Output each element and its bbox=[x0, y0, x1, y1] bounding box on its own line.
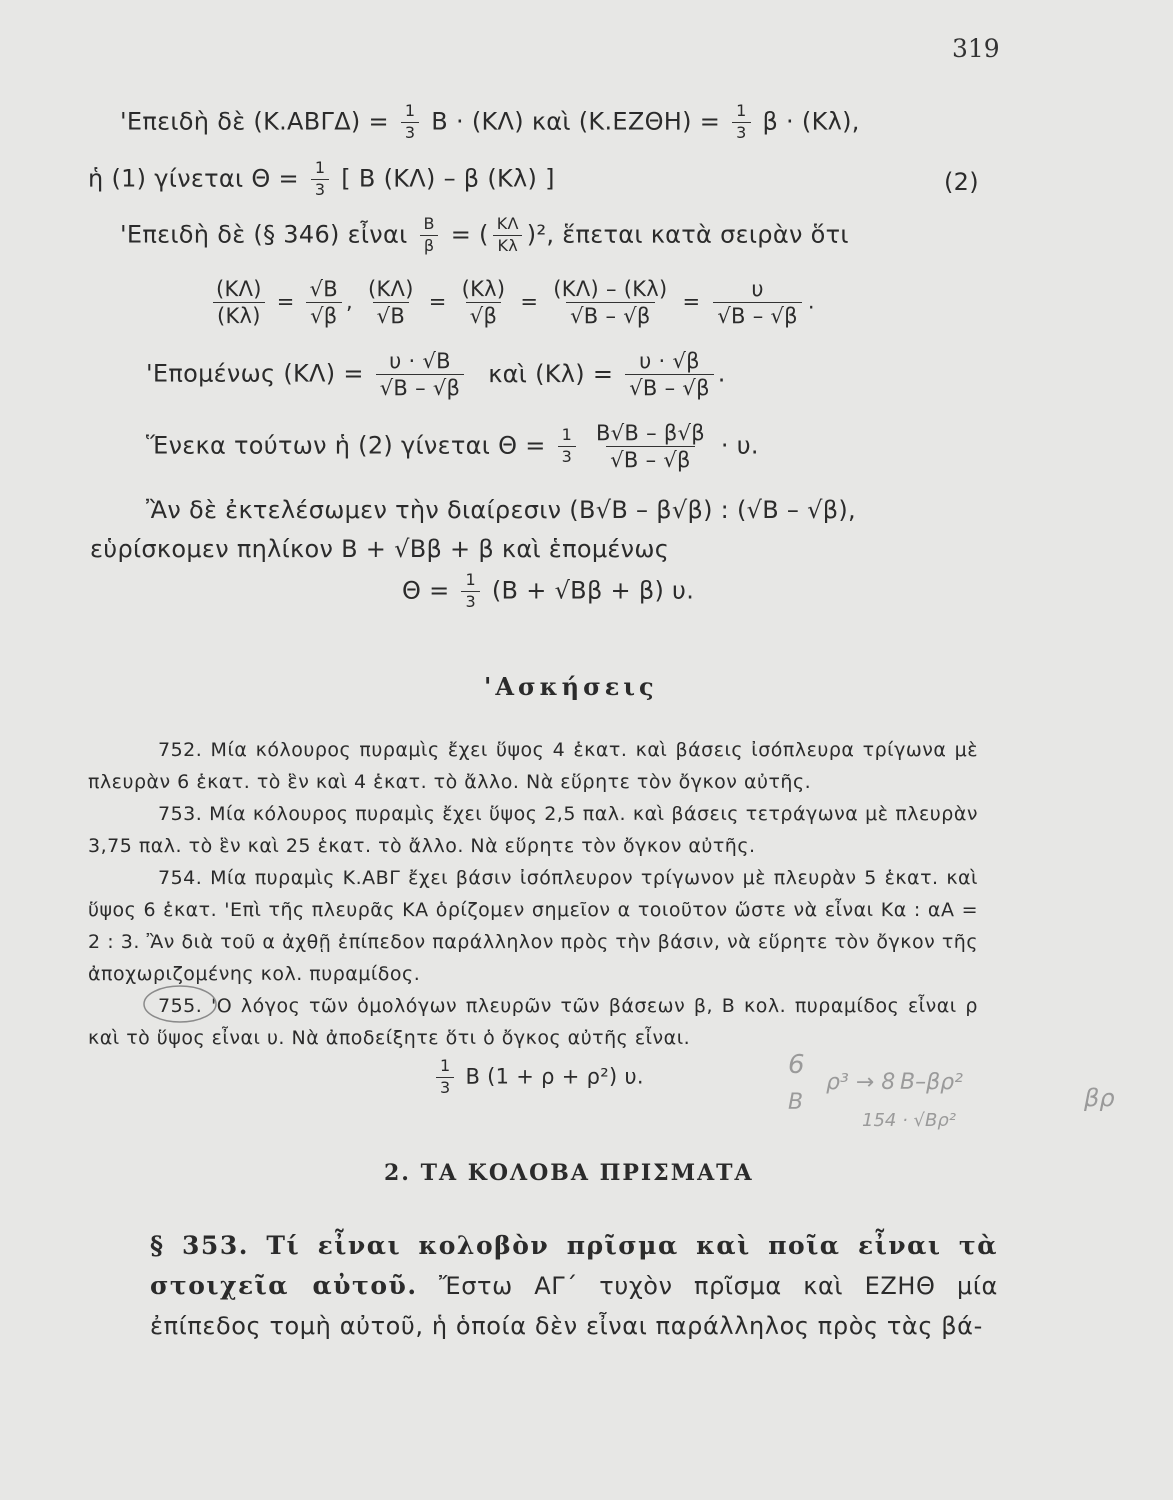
numerator: υ · √Β bbox=[389, 349, 451, 373]
formula-text: · υ. bbox=[720, 431, 759, 460]
denominator: √β bbox=[466, 302, 501, 327]
formula-text: [ Β (ΚΛ) – β (Κλ) ] bbox=[341, 164, 555, 193]
exercise-755: 755. 'Ο λόγος τῶν ὁμολόγων πλευρῶν τῶν βάσεων β, Β κολ. πυραμίδος εἶναι ρ καὶ τὸ ὕψος εἶναι υ. Νὰ ἀποδείξητε ὅτι ὁ ὄγκος αὐτῆς εἶναι. bbox=[88, 995, 978, 1049]
formula-line-9 bbox=[402, 572, 694, 611]
numerator: 1 bbox=[736, 101, 747, 120]
exercise-753: 753. Μία κόλουρος πυραμὶς ἔχει ὕψος 2,5 παλ. καὶ βάσεις τετράγωνα μὲ πλευρὰν 3,75 παλ. τὸ ἓν καὶ 25 ἑκατ. τὸ ἄλλο. Νὰ εὕρητε τὸν ὄγκον αὐτῆς. bbox=[88, 803, 978, 857]
fraction bbox=[558, 427, 576, 466]
formula-text: Ἕνεκα τούτων ἡ (2) γίνεται Θ = bbox=[146, 431, 546, 460]
denominator: Κλ bbox=[493, 235, 522, 255]
fraction bbox=[306, 278, 342, 327]
denominator: 3 bbox=[558, 446, 576, 466]
numerator: √Β bbox=[309, 277, 338, 301]
numerator: (Κλ) bbox=[461, 277, 506, 301]
period: . bbox=[717, 359, 726, 388]
formula-text: ἡ (1) γίνεται Θ = bbox=[88, 164, 299, 193]
pencil-note-denom: Β bbox=[788, 1090, 804, 1115]
formula-text: = ( bbox=[450, 220, 489, 249]
numerator: 1 bbox=[404, 101, 416, 120]
denominator: 3 bbox=[461, 591, 479, 611]
denominator: √Β – √β bbox=[606, 446, 695, 471]
formula-line-1 bbox=[120, 103, 860, 142]
pencil-note-bottom: Β–βρ² bbox=[900, 1070, 963, 1095]
formula-text: Β (1 + ρ + ρ²) υ. bbox=[465, 1064, 644, 1089]
numerator: υ · √β bbox=[639, 349, 700, 373]
denominator: √Β – √β bbox=[625, 374, 714, 399]
period: . bbox=[807, 289, 815, 314]
denominator: √Β – √β bbox=[713, 302, 802, 327]
equals-sign: = bbox=[682, 289, 701, 314]
section-title: 2. ΤΑ ΚΟΛΟΒΑ ΠΡΙΣΜΑΤΑ bbox=[384, 1160, 754, 1186]
paragraph-text: Ἔστω ΑΓ΄ τυχὸν πρῖσμα καὶ ΕΖΗΘ μία ἐπίπεδος τομὴ αὐτοῦ, ἡ ὁποία δὲν εἶναι παράλληλος πρὸς τὰς βά- bbox=[150, 1272, 998, 1340]
denominator: √Β – √β bbox=[566, 302, 655, 327]
formula-text: Θ = bbox=[402, 576, 450, 605]
fraction bbox=[549, 278, 671, 327]
equals-sign: = bbox=[276, 289, 295, 314]
numerator: Β bbox=[423, 214, 435, 233]
denominator: (Κλ) bbox=[213, 302, 265, 327]
fraction bbox=[493, 216, 523, 255]
fraction bbox=[436, 1058, 454, 1097]
exercises-heading: 'Ασκήσεις bbox=[484, 672, 658, 701]
fraction bbox=[420, 216, 439, 255]
fraction bbox=[311, 160, 329, 199]
pencil-note-right: βρ bbox=[1084, 1084, 1115, 1112]
formula-text: 'Επομένως (ΚΛ) = bbox=[146, 359, 364, 388]
numerator: υ bbox=[751, 277, 764, 301]
pencil-note-mid: ρ³ → 8 bbox=[826, 1070, 896, 1095]
page-number: 319 bbox=[952, 34, 1000, 63]
fraction bbox=[212, 278, 266, 327]
fraction bbox=[364, 278, 418, 327]
numerator: 1 bbox=[561, 425, 573, 445]
numerator: ΚΛ bbox=[496, 214, 519, 233]
fraction bbox=[376, 350, 465, 399]
formula-text: 'Επειδὴ δὲ (Κ.ΑΒΓΔ) = bbox=[120, 107, 389, 136]
denominator: 3 bbox=[436, 1077, 454, 1097]
fraction bbox=[461, 572, 479, 611]
pencil-circle-mark bbox=[140, 982, 220, 1026]
fraction bbox=[625, 350, 714, 399]
fraction bbox=[732, 103, 750, 142]
denominator: 3 bbox=[732, 122, 750, 142]
pencil-note-under: 154 · √Bρ² bbox=[862, 1110, 956, 1131]
formula-line-5 bbox=[146, 350, 726, 399]
numerator: (ΚΛ) bbox=[367, 277, 414, 301]
denominator: √Β bbox=[373, 302, 409, 327]
equals-sign: = bbox=[428, 289, 447, 314]
formula-line-3 bbox=[120, 216, 849, 255]
pencil-note-top: 6 bbox=[788, 1050, 805, 1080]
formula-text: Β · (ΚΛ) καὶ (Κ.ΕΖΘΗ) = bbox=[431, 107, 721, 136]
formula-text: )², ἕπεται κατὰ σειρὰν ὅτι bbox=[526, 220, 849, 249]
formula-line-4 bbox=[208, 278, 815, 327]
formula-text: (Β + √Ββ + β) υ. bbox=[491, 576, 695, 605]
formula-line-7: Ἂν δὲ ἐκτελέσωμεν τὴν διαίρεσιν (Β√Β – β√β) : (√Β – √β), bbox=[146, 496, 856, 524]
formula-text: 'Επειδὴ δὲ (§ 346) εἶναι bbox=[120, 220, 408, 249]
section-paragraph bbox=[150, 1226, 998, 1346]
exercise-752: 752. Μία κόλουρος πυραμὶς ἔχει ὕψος 4 ἑκατ. καὶ βάσεις ἰσόπλευρα τρίγωνα μὲ πλευρὰν 6 ἑκατ. τὸ ἓν καὶ 4 ἑκατ. τὸ ἄλλο. Νὰ εὕρητε τὸν ὄγκον αὐτῆς. bbox=[88, 739, 978, 793]
formula-line-2 bbox=[88, 160, 555, 199]
equals-sign: = bbox=[520, 289, 539, 314]
numerator: (ΚΛ) – (Κλ) bbox=[553, 277, 668, 301]
fraction bbox=[711, 278, 803, 327]
final-formula bbox=[432, 1058, 644, 1097]
numerator: 1 bbox=[314, 158, 326, 177]
formula-text: β · (Κλ), bbox=[762, 107, 860, 136]
denominator: 3 bbox=[401, 122, 419, 142]
denominator: β bbox=[420, 235, 439, 255]
numerator: 1 bbox=[440, 1056, 451, 1075]
denominator: 3 bbox=[311, 179, 329, 199]
fraction bbox=[592, 422, 709, 471]
numerator: 1 bbox=[465, 570, 476, 589]
paragraph-heading: § 353. Τί εἶναι κολοβὸν πρῖσμα καὶ ποῖα εἶναι τὰ στοιχεῖα αὐτοῦ. bbox=[150, 1231, 998, 1300]
formula-line-6 bbox=[146, 422, 759, 471]
formula-text: καὶ (Κλ) = bbox=[488, 359, 614, 388]
numerator: (ΚΛ) bbox=[216, 277, 262, 301]
fraction bbox=[458, 278, 510, 327]
exercise-754: 754. Μία πυραμὶς Κ.ΑΒΓ ἔχει βάσιν ἰσόπλευρον τρίγωνον μὲ πλευρὰν 5 ἑκατ. καὶ ὕψος 6 ἑκατ. 'Επὶ τῆς πλευρᾶς ΚΑ ὁρίζομεν σημεῖον α τοιοῦτον ὥστε νὰ εἶναι Κα : αΑ = 2 : 3. Ἂν διὰ τοῦ α ἀχθῇ ἐπίπεδον παράλληλον πρὸς τὴν βάσιν, νὰ εὕρητε τὸν ὄγκον τῆς ἀποχωριζομένης κολ. πυραμίδος. bbox=[88, 867, 978, 985]
denominator: √β bbox=[306, 302, 341, 327]
numerator: Β√Β – β√β bbox=[596, 421, 705, 445]
denominator: √Β – √β bbox=[376, 374, 465, 399]
equation-number: (2) bbox=[944, 168, 979, 196]
exercises-list bbox=[88, 734, 978, 1054]
formula-line-8: εὑρίσκομεν πηλίκον Β + √Ββ + β καὶ ἑπομένως bbox=[90, 535, 670, 563]
comma: , bbox=[346, 289, 353, 314]
fraction bbox=[401, 103, 419, 142]
